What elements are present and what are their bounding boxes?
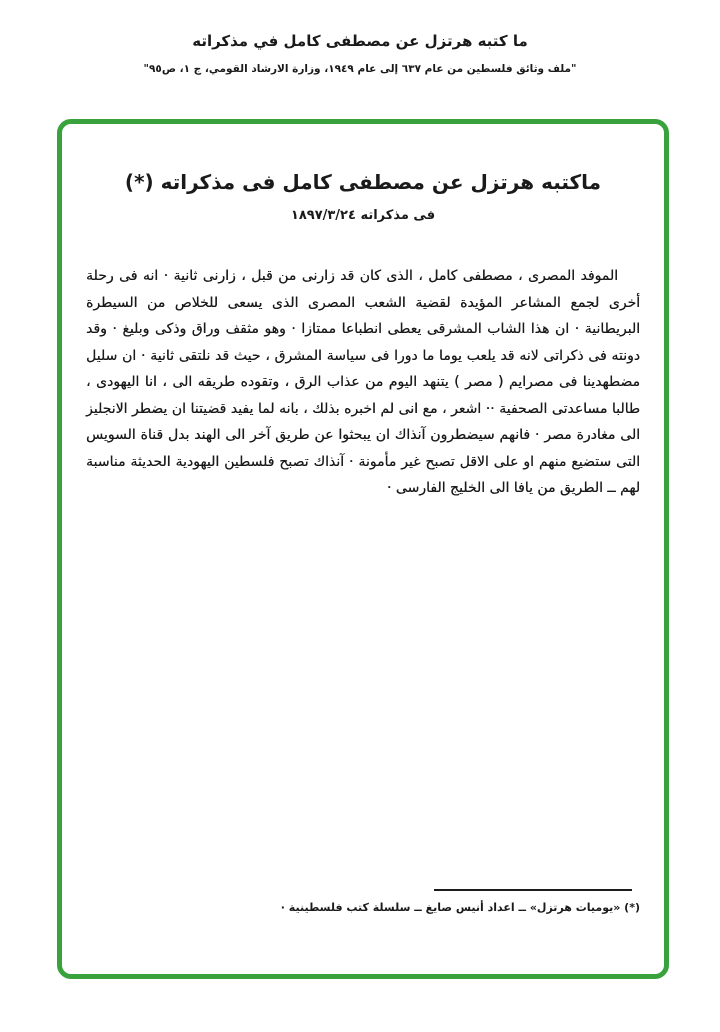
page-header-citation: "ملف وثائق فلسطين من عام ٦٣٧ إلى عام ١٩٤٩، وزارة الارشاد القومي، ج ١، ص٩٥" [143, 63, 577, 75]
page-header-title: ما كتبه هرتزل عن مصطفى كامل في مذكراته [192, 32, 528, 50]
document-frame [57, 119, 669, 979]
page-header [0, 0, 720, 75]
document-title: ماكتبه هرتزل عن مصطفى كامل فى مذكراته (*) [124, 170, 602, 194]
document-date-line: فى مذكراته ١٨٩٧/٣/٢٤ [290, 208, 436, 223]
document-body: الموفد المصرى ، مصطفى كامل ، الذى كان قد زارنى من قبل ، زارنى ثانية · انه فى رحلة أخرى لجمع المشاعر المؤيدة لقضية الشعب المصرى الذى يسعى للخلاص من السيطرة البريطانية · ان هذا الشاب المشرقى يعطى انطباعا ممتازا · وهو مثقف وراق وذكى وبليغ · وقد دونته فى ذكراتى لانه قد يلعب يوما ما دورا فى سياسة المشرق ، حيث قد نلتقى ثانية · ان سليل مضطهدينا فى مصرايم ( مصر ) يتنهد اليوم من عذاب الرق ، وتقوده طريقه الى ، انا اليهودى ، طالبا مساعدتى الصحفية ·· اشعر ، مع انى لم اخبره بذلك ، بانه لما يفيد قضيتنا ان يضطر الانجليز الى مغادرة مصر · فانهم سيضطرون آنذاك ان يبحثوا عن طريق آخر الى الهند بدل قناة السويس التى ستضيع منهم او على الاقل تصبح غير مأمونة · آنذاك تصبح فلسطين اليهودية الحديثة مناسبة لهم ــ الطريق من يافا الى الخليج الفارسى · [86, 268, 640, 496]
footnote-area [86, 889, 640, 917]
footnote-text: (*) «يوميات هرتزل» ــ اعداد أنيس صايغ ــ سلسلة كتب فلسطينية · [280, 900, 640, 914]
footnote-separator [434, 889, 632, 891]
